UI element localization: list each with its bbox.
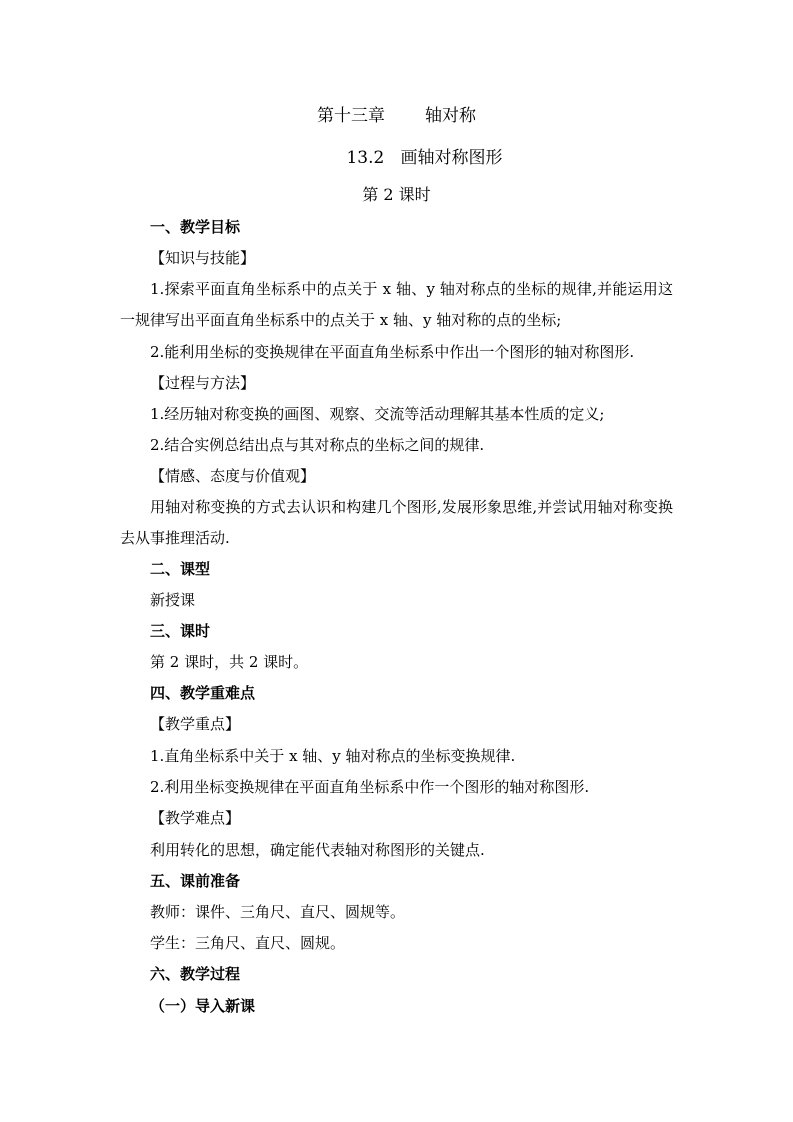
section-name: 画轴对称图形 bbox=[400, 148, 503, 168]
knowledge-heading: 【知识与技能】 bbox=[150, 249, 256, 267]
preparation-teacher: 教师：课件、三角尺、直尺、圆规等。 bbox=[150, 903, 406, 921]
section-number: 13.2 bbox=[346, 148, 385, 168]
attitude-heading: 【情感、态度与价值观】 bbox=[150, 467, 316, 485]
difficulty-heading: 【教学难点】 bbox=[150, 809, 241, 827]
lesson-hours-heading: 三、课时 bbox=[150, 622, 211, 640]
focus-heading: 【教学重点】 bbox=[150, 715, 241, 733]
preparation-student: 学生：三角尺、直尺、圆规。 bbox=[150, 934, 346, 952]
process-part-1: （一）导入新课 bbox=[150, 997, 256, 1015]
section-title-line bbox=[28, 148, 793, 168]
lesson-type-heading: 二、课型 bbox=[150, 560, 211, 578]
objectives-heading: 一、教学目标 bbox=[150, 218, 241, 236]
preparation-heading: 五、课前准备 bbox=[150, 872, 241, 890]
lesson-title: 第 2 课时 bbox=[362, 185, 431, 204]
focus-item-2: 2.利用坐标变换规律在平面直角坐标系中作一个图形的轴对称图形. bbox=[150, 778, 590, 796]
chapter-name: 轴对称 bbox=[425, 106, 476, 126]
attitude-item-1: 用轴对称变换的方式去认识和构建几个图形,发展形象思维,并尝试用轴对称变换去从事推理活动. bbox=[120, 498, 673, 547]
chapter-label: 第十三章 bbox=[317, 106, 385, 126]
process-item-1: 1.经历轴对称变换的画图、观察、交流等活动理解其基本性质的定义; bbox=[150, 405, 605, 423]
lesson-hours-value: 第 2 课时，共 2 课时。 bbox=[150, 653, 309, 671]
process-heading: 【过程与方法】 bbox=[150, 374, 256, 392]
key-points-heading: 四、教学重难点 bbox=[150, 684, 256, 702]
chapter-title-line bbox=[0, 106, 793, 126]
knowledge-item-2: 2.能利用坐标的变换规律在平面直角坐标系中作出一个图形的轴对称图形. bbox=[150, 343, 635, 361]
difficulty-item-1: 利用转化的思想，确定能代表轴对称图形的关键点. bbox=[150, 841, 485, 859]
process-section-heading: 六、教学过程 bbox=[150, 965, 241, 983]
lesson-type-value: 新授课 bbox=[150, 591, 196, 609]
focus-item-1: 1.直角坐标系中关于 x 轴、y 轴对称点的坐标变换规律. bbox=[150, 747, 516, 765]
knowledge-item-1: 1.探索平面直角坐标系中的点关于 x 轴、y 轴对称点的坐标的规律,并能运用这一规律写出平面直角坐标系中的点关于 x 轴、y 轴对称的点的坐标; bbox=[120, 280, 673, 329]
process-item-2: 2.结合实例总结出点与其对称点的坐标之间的规律. bbox=[150, 436, 485, 454]
